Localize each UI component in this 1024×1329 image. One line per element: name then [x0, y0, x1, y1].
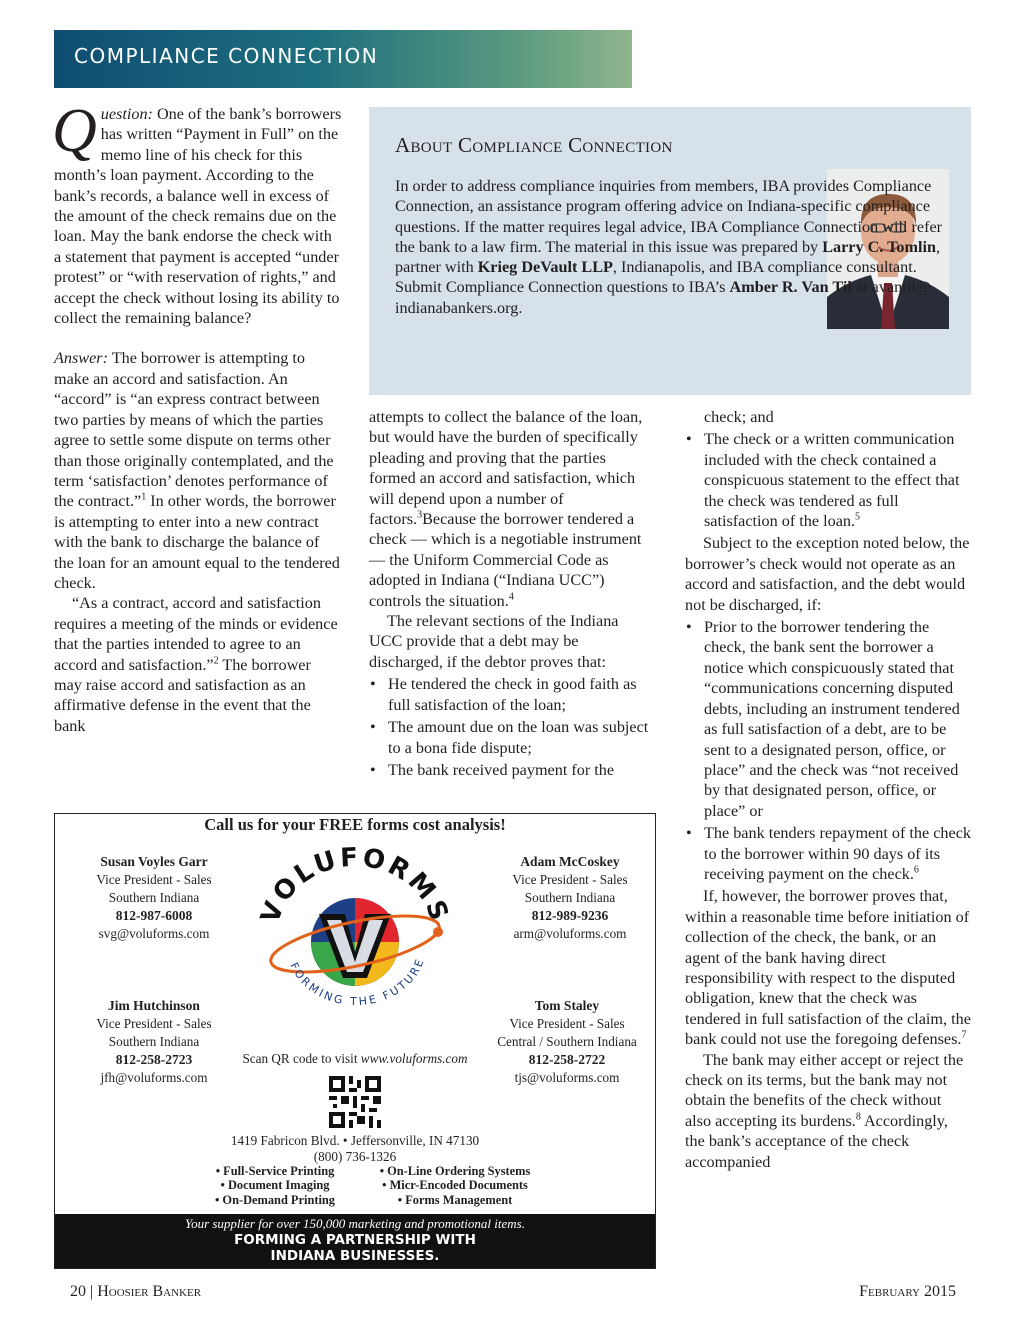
ad-phone: (800) 736-1326: [313, 1149, 397, 1164]
footnote-ref: 1: [141, 491, 147, 503]
list-item: [685, 823, 971, 884]
rep-email: arm@voluforms.com: [513, 926, 627, 941]
website-link[interactable]: www.voluforms.com: [360, 1051, 468, 1066]
voluforms-ad: [54, 813, 656, 1269]
qr-caption-text: Scan QR code to visit: [242, 1051, 358, 1066]
rep-phone: 812-258-2723: [115, 1052, 193, 1067]
services-right: [355, 1164, 555, 1207]
section-banner: [54, 30, 632, 88]
service-item: • Document Imaging: [220, 1178, 330, 1193]
rep-region: Southern Indiana: [524, 890, 616, 905]
ad-footer-slogan-2: INDIANA BUSINESSES.: [270, 1248, 440, 1264]
rep-phone: 812-987-6008: [115, 908, 193, 923]
paragraph-text: Because the borrower tendered a check — which is a negotiable instrument — the Uniform Commercial Code as adopted in Indiana (“Indiana UCC”) controls the situation.: [369, 510, 642, 610]
answer-label: Answer:: [54, 349, 108, 368]
services-left: [185, 1164, 365, 1207]
rep-email: jfh@voluforms.com: [100, 1070, 208, 1085]
logo-tagline: FORMING THE FUTURE: [287, 955, 428, 1009]
list-item: • The bank received payment for the: [369, 760, 655, 780]
rep-title: Vice President - Sales: [96, 872, 212, 887]
question-label: uestion:: [100, 105, 153, 123]
ad-address: 1419 Fabricon Blvd. • Jeffersonville, IN 47130: [230, 1133, 480, 1148]
service-item: • On-Line Ordering Systems: [379, 1164, 531, 1178]
page-number: 20: [70, 1283, 86, 1300]
publication-name: Hoosier Banker: [97, 1283, 202, 1300]
service-item: • Full-Service Printing: [215, 1164, 335, 1178]
footnote-ref: 7: [961, 1029, 967, 1041]
footnote-ref: 6: [913, 864, 919, 876]
column-1: [52, 97, 342, 736]
rep-region: Southern Indiana: [108, 1034, 200, 1049]
paragraph: Subject to the exception noted below, the borrower’s check would not operate as an accord and satisfaction, and the debt would not be discharged, if:: [685, 534, 970, 614]
footnote-ref: 8: [855, 1111, 861, 1123]
answer-paragraph: [54, 348, 342, 593]
ad-headline: Call us for your FREE forms cost analysis!: [204, 815, 506, 834]
rep-name: Susan Voyles Garr: [100, 854, 208, 869]
paragraph-text: attempts to collect the balance of the loan, but would have the burden of specifically pleading and proving that the parties formed an accord and satisfaction, which will depend upon a number of factors.: [369, 408, 643, 529]
drop-cap: Q: [52, 97, 97, 165]
contact-name: Amber R. Van Til: [729, 278, 852, 297]
logo-wordmark: VOLUFORMS: [255, 844, 455, 928]
paragraph-text: The borrower may raise accord and satisfaction as an affirmative defense in the event that the bank: [54, 655, 311, 735]
service-item: • Forms Management: [397, 1192, 513, 1207]
rep-region: Southern Indiana: [108, 890, 200, 905]
rep-email: tjs@voluforms.com: [514, 1070, 620, 1085]
footnote-ref: 5: [855, 511, 861, 523]
paragraph-text: If, however, the borrower proves that, within a reasonable time before initiation of collection of the check, the bank, or an agent of the bank having direct responsibility with respect to the disputed obligation, knew that the check was tendered in full satisfaction of the claim, the bank could not use the foregoing defenses.: [685, 887, 971, 1049]
list-item: • He tendered the check in good faith as full satisfaction of the loan;: [369, 674, 655, 715]
bullet-list: [685, 617, 971, 884]
ad-footer-tagline: Your supplier for over 150,000 marketing and promotional items.: [185, 1216, 525, 1231]
about-title: About Compliance Connection: [395, 133, 673, 157]
sales-rep-card: [69, 853, 239, 943]
author-name: Larry C. Tomlin: [822, 237, 936, 256]
question-paragraph: [52, 97, 342, 328]
sales-rep-card: [487, 853, 653, 943]
rep-phone: 812-989-9236: [531, 908, 609, 923]
column-2: [369, 407, 655, 782]
rep-title: Vice President - Sales: [512, 872, 628, 887]
footnote-ref: 3: [417, 509, 423, 521]
footnote-ref: 2: [213, 655, 219, 667]
list-item: • The amount due on the loan was subject to a bona fide dispute;: [369, 717, 655, 758]
about-box: [369, 107, 971, 395]
paragraph-text: Accordingly, the bank’s acceptance of the check accompanied: [685, 1111, 948, 1171]
ad-footer-bar: [55, 1214, 655, 1268]
paragraph: [54, 593, 342, 736]
rep-email: svg@voluforms.com: [98, 926, 210, 941]
rep-name: Tom Staley: [534, 998, 600, 1013]
paragraph: [369, 407, 655, 611]
answer-text: The borrower is attempting to make an accord and satisfaction. An “accord” is “an express contract between two parties by means of which the parties agree to settle some dispute on terms other than those originally contemplated, and the term ‘satisfaction’ denotes performance of the contract.”: [54, 349, 334, 511]
qr-caption: [225, 1050, 485, 1068]
about-text: [395, 176, 955, 318]
paragraph: [685, 1050, 971, 1172]
rep-phone: 812-258-2722: [528, 1052, 606, 1067]
contact-email: at avantil@ indianabankers.org.: [395, 278, 931, 317]
rep-name: Adam McCoskey: [520, 854, 620, 869]
bullet-list: [369, 674, 655, 780]
sales-rep-card: [479, 997, 655, 1087]
list-item: [685, 429, 971, 531]
list-item-text: The check or a written communication included with the check contained a conspicuous statement to the effect that the check was tendered as full satisfaction of the loan.: [704, 430, 960, 531]
list-item-text: The bank tenders repayment of the check to the borrower within 90 days of its receiving payment on the check.: [704, 824, 971, 883]
ad-footer-slogan-1: FORMING A PARTNERSHIP WITH: [234, 1232, 476, 1248]
page-folio: [70, 1283, 201, 1301]
paragraph: [685, 886, 971, 1049]
footnote-ref: 4: [508, 591, 514, 603]
rep-title: Vice President - Sales: [96, 1016, 212, 1031]
list-item: • Prior to the borrower tendering the check, the bank sent the borrower a notice which conspicuously stated that “communications concerning disputed debts, including an instrument tendered as full satisfaction of a debt, are to be sent to a designated person, office, or place” and the check was “not received by that designated person, office, or place” or: [685, 617, 971, 821]
sales-rep-card: [69, 997, 239, 1087]
about-text-part: , partner with: [395, 237, 941, 277]
ad-address-block: [155, 1133, 555, 1165]
rep-region: Central / Southern Indiana: [497, 1034, 637, 1049]
column-3: [685, 407, 971, 1172]
answer-text-2: In other words, the borrower is attempting to enter into a new contract with the bank to discharge the balance of the loan for an amount equal to the tendered check.: [54, 492, 340, 592]
paragraph: The relevant sections of the Indiana UCC provide that a debt may be discharged, if the debtor proves that:: [369, 612, 619, 671]
question-text: One of the bank’s borrowers has written “Payment in Full” on the memo line of his check for this month’s loan payment. According to the bank’s records, a balance well in excess of the amount of the check remains due on the loan. May the bank endorse the check with a statement that payment is accepted “under protest” or “with reservation of rights,” and accept the check without losing its ability to collect the remaining balance?: [54, 105, 342, 328]
continued-text: check; and: [704, 408, 774, 426]
bullet-list: [685, 429, 971, 531]
law-firm-name: Krieg DeVault LLP: [477, 258, 613, 277]
issue-date: February 2015: [859, 1283, 956, 1300]
folio-separator: |: [90, 1283, 94, 1300]
service-item: • On-Demand Printing: [215, 1192, 335, 1207]
about-text-part: In order to address compliance inquiries from members, IBA provides Compliance Connection, an assistance program offering advice on Indiana-specific compliance questions. If the matter requires legal advice, IBA Compliance Connection will refer the bank to a law firm. The material in this issue was prepared by: [395, 177, 943, 256]
paragraph-text: “As a contract, accord and satisfaction requires a meeting of the minds or evidence that the parties intended to agree to an accord and satisfaction.”: [54, 594, 338, 674]
rep-name: Jim Hutchinson: [108, 998, 200, 1013]
paragraph-text: The bank may either accept or reject the check on its terms, but the bank may not obtain the benefits of the check without also accepting its burdens.: [685, 1050, 964, 1130]
service-item: • Micr-Encoded Documents: [382, 1178, 528, 1193]
section-title: COMPLIANCE CONNECTION: [74, 44, 379, 68]
voluforms-logo: [255, 844, 455, 1014]
about-text-part: , Indianapolis, and IBA compliance consultant. Submit Compliance Connection questions to IBA’s: [395, 258, 917, 297]
rep-title: Vice President - Sales: [509, 1016, 625, 1031]
qr-code-icon[interactable]: [329, 1076, 381, 1128]
